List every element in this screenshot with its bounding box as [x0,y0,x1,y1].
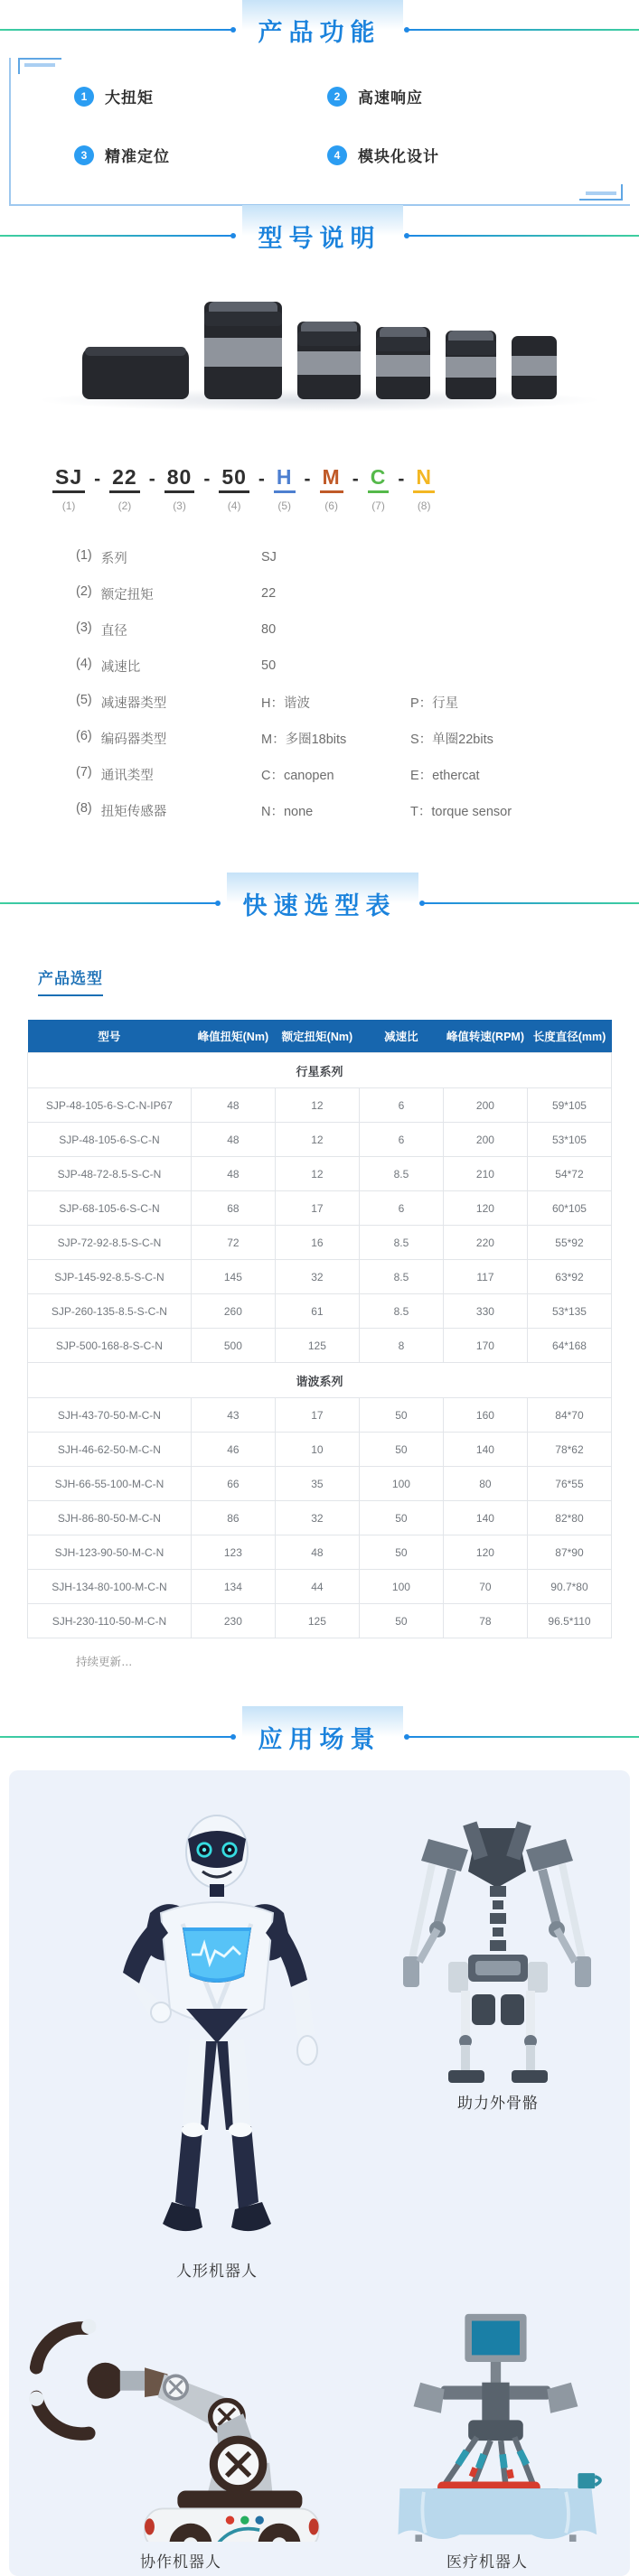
model-code-index: (8) [418,499,431,512]
table-cell: 61 [275,1294,359,1329]
table-cell: 53*105 [527,1123,611,1157]
feature-label: 精准定位 [105,144,170,166]
table-cell-model: SJH-123-90-50-M-C-N [28,1535,192,1570]
legend-value-1: N：none [261,801,410,820]
table-cell: 35 [275,1467,359,1501]
table-cell: 90.7*80 [527,1570,611,1604]
model-code-separator: - [140,466,164,490]
feature-label: 大扭矩 [105,85,154,107]
table-cell-model: SJH-134-80-100-M-C-N [28,1570,192,1604]
table-cell: 134 [191,1570,275,1604]
product-cylinder [297,322,361,399]
legend-label: 减速比 [101,657,141,676]
table-cell: 32 [275,1260,359,1294]
product-cylinder [82,347,189,399]
legend-label: 通讯类型 [101,765,154,784]
feature-number-badge: 4 [327,145,347,165]
table-cell-model: SJP-48-72-8.5-S-C-N [28,1157,192,1191]
table-header-cell: 减速比 [359,1020,443,1053]
table-row [28,1433,612,1467]
legend-index: (5) [76,693,92,712]
feature-item [327,144,580,166]
table-row [28,1088,612,1123]
table-cell: 145 [191,1260,275,1294]
legend-value-2: S：单圈22bits [410,729,573,748]
legend-label: 扭矩传感器 [101,801,167,820]
feature-label: 高速响应 [358,85,423,107]
legend-value-1: H：谐波 [261,693,410,712]
table-group-row [28,1053,612,1088]
model-code-part [219,466,249,512]
table-cell: 8.5 [359,1157,443,1191]
section-header-features [0,9,639,51]
table-cell: 50 [359,1501,443,1535]
model-code-part [52,466,85,512]
table-cell: 17 [275,1398,359,1433]
cylinder-band [204,338,282,367]
legend-key [76,801,261,820]
table-cell: 48 [191,1157,275,1191]
table-cell-model: SJP-68-105-6-S-C-N [28,1191,192,1226]
features-section-title: 产品功能 [258,13,381,48]
table-cell: 84*70 [527,1398,611,1433]
table-cell-model: SJP-48-105-6-S-C-N-IP67 [28,1088,192,1123]
legend-value-1: 22 [261,586,410,601]
model-code-index: (2) [118,499,132,512]
table-cell: 72 [191,1226,275,1260]
header-divider-right [405,1736,639,1738]
table-cell-model: SJP-145-92-8.5-S-C-N [28,1260,192,1294]
legend-row [76,720,639,756]
table-group-name: 行星系列 [28,1053,612,1088]
legend-index: (4) [76,657,92,676]
table-cell: 87*90 [527,1535,611,1570]
table-cell-model: SJP-48-105-6-S-C-N [28,1123,192,1157]
feature-number-badge: 1 [74,87,94,107]
feature-number-badge: 2 [327,87,347,107]
table-cell: 10 [275,1433,359,1467]
table-cell: 6 [359,1123,443,1157]
model-code-letter: M [320,466,343,493]
table-cell: 200 [443,1123,527,1157]
app-label-exoskeleton: 助力外骨骼 [396,2090,600,2113]
table-cell: 6 [359,1088,443,1123]
model-code-letter: SJ [52,466,85,493]
table-cell: 12 [275,1157,359,1191]
table-cell: 6 [359,1191,443,1226]
table-cell: 8.5 [359,1226,443,1260]
table-cell-model: SJP-500-168-8-S-C-N [28,1329,192,1363]
table-row [28,1329,612,1363]
cylinder-neck [204,312,282,326]
legend-row [76,611,639,648]
tab-product-selection[interactable]: 产品选型 [38,966,103,996]
corner-bracket-bottom-right [579,184,623,201]
product-lineup-image [0,271,639,414]
feature-item [327,85,580,107]
legend-row [76,539,639,575]
table-cell: 8 [359,1329,443,1363]
table-header-cell: 峰值转速(RPM) [443,1020,527,1053]
table-cell: 210 [443,1157,527,1191]
medical-robot-illustration [342,2310,633,2542]
table-cell-model: SJH-46-62-50-M-C-N [28,1433,192,1467]
legend-value-2: P：行星 [410,693,573,712]
legend-key [76,548,261,567]
table-cell-model: SJP-72-92-8.5-S-C-N [28,1226,192,1260]
model-code-letter: 22 [109,466,140,493]
table-cell-model: SJH-66-55-100-M-C-N [28,1467,192,1501]
table-row [28,1157,612,1191]
table-cell: 50 [359,1433,443,1467]
table-row [28,1398,612,1433]
cylinder-band [446,357,496,378]
legend-index: (3) [76,621,92,639]
cylinder-band [376,355,430,377]
table-row [28,1604,612,1638]
selection-table [27,1020,612,1638]
table-cell: 48 [275,1535,359,1570]
model-code-letter: 80 [164,466,195,493]
model-code-part [274,466,296,512]
legend-label: 编码器类型 [101,729,167,748]
model-code-part [320,466,343,512]
table-cell: 86 [191,1501,275,1535]
table-cell: 50 [359,1604,443,1638]
legend-key [76,621,261,639]
model-code-letter: N [413,466,435,493]
table-row [28,1501,612,1535]
table-cell: 53*135 [527,1294,611,1329]
section-header-selection [0,882,639,924]
table-row [28,1191,612,1226]
features-box [9,58,630,206]
cobot-svg [20,2305,342,2542]
model-code-letter: C [368,466,390,493]
legend-index: (2) [76,584,92,603]
table-cell: 200 [443,1088,527,1123]
legend-index: (6) [76,729,92,748]
cobot-illustration [20,2305,342,2542]
feature-label: 模块化设计 [358,144,439,166]
legend-row [76,792,639,828]
header-divider-left [0,29,235,31]
table-row [28,1535,612,1570]
table-cell: 59*105 [527,1088,611,1123]
table-cell: 170 [443,1329,527,1363]
table-cell: 117 [443,1260,527,1294]
table-cell: 120 [443,1191,527,1226]
model-code-separator: - [85,466,109,490]
table-cell: 76*55 [527,1467,611,1501]
table-cell: 60*105 [527,1191,611,1226]
table-cell: 125 [275,1329,359,1363]
legend-key [76,657,261,676]
table-group-name: 谐波系列 [28,1363,612,1398]
legend-key [76,765,261,784]
table-cell: 100 [359,1570,443,1604]
model-code-index: (3) [173,499,186,512]
section-header-model [0,215,639,257]
table-cell: 46 [191,1433,275,1467]
model-code-separator: - [249,466,274,490]
table-cell: 123 [191,1535,275,1570]
humanoid-robot-illustration [45,1805,389,2244]
table-header-cell: 长度直径(mm) [527,1020,611,1053]
table-cell: 50 [359,1535,443,1570]
table-cell-model: SJP-260-135-8.5-S-C-N [28,1294,192,1329]
table-row [28,1123,612,1157]
legend-index: (7) [76,765,92,784]
table-cell: 12 [275,1088,359,1123]
table-header-cell: 额定扭矩(Nm) [275,1020,359,1053]
cylinder-neck [297,331,361,346]
table-cell: 78*62 [527,1433,611,1467]
legend-value-1: 80 [261,622,410,637]
table-cell: 68 [191,1191,275,1226]
app-label-medical: 医疗机器人 [342,2549,633,2571]
table-row [28,1260,612,1294]
legend-row [76,648,639,684]
model-code-separator: - [389,466,413,490]
model-code [52,466,639,512]
table-row [28,1294,612,1329]
table-cell: 260 [191,1294,275,1329]
selection-section-title: 快速选型表 [243,886,397,921]
legend-key [76,693,261,712]
model-code-index: (1) [62,499,76,512]
table-cell: 55*92 [527,1226,611,1260]
table-cell: 125 [275,1604,359,1638]
header-divider-left [0,1736,235,1738]
app-label-cobot: 协作机器人 [20,2549,342,2571]
selection-table-head [28,1020,612,1053]
product-cylinder [376,327,430,399]
table-cell: 48 [191,1123,275,1157]
table-cell: 54*72 [527,1157,611,1191]
table-cell: 32 [275,1501,359,1535]
cylinder-band [512,356,557,376]
legend-key [76,729,261,748]
cylinder-neck [446,341,496,355]
legend-value-2: T：torque sensor [410,801,573,820]
feature-number-badge: 3 [74,145,94,165]
table-cell-model: SJH-86-80-50-M-C-N [28,1501,192,1535]
table-cell: 43 [191,1398,275,1433]
table-cell: 16 [275,1226,359,1260]
model-code-index: (4) [228,499,241,512]
table-cell: 8.5 [359,1294,443,1329]
table-cell: 66 [191,1467,275,1501]
model-code-separator: - [296,466,320,490]
app-label-humanoid: 人形机器人 [45,2258,389,2281]
table-header-cell: 型号 [28,1020,192,1053]
medical-robot-svg [342,2310,633,2542]
model-code-part [413,466,435,512]
table-cell: 48 [191,1088,275,1123]
table-cell: 140 [443,1501,527,1535]
legend-label: 减速器类型 [101,693,167,712]
legend-index: (1) [76,548,92,567]
header-divider-right [420,902,639,904]
table-cell: 44 [275,1570,359,1604]
cylinder-row [0,302,639,399]
humanoid-robot-svg [45,1805,389,2244]
model-code-separator: - [194,466,219,490]
table-header-row [28,1020,612,1053]
exoskeleton-svg [396,1817,600,2085]
product-cylinder [204,302,282,399]
legend-value-2: E：ethercat [410,765,573,784]
legend-key [76,584,261,603]
table-cell-model: SJH-230-110-50-M-C-N [28,1604,192,1638]
table-cell: 96.5*110 [527,1604,611,1638]
table-cell: 140 [443,1433,527,1467]
section-header-applications [0,1716,639,1758]
table-cell: 230 [191,1604,275,1638]
model-code-index: (5) [277,499,291,512]
header-divider-left [0,235,235,237]
legend-value-1: SJ [261,550,410,565]
table-footnote: 持续更新… [76,1653,639,1669]
features-grid [74,85,580,166]
legend-value-1: M：多圈18bits [261,729,410,748]
legend-label: 系列 [101,548,127,567]
model-code-part [368,466,390,512]
table-cell: 64*168 [527,1329,611,1363]
legend-value-1: 50 [261,658,410,673]
model-code-part [109,466,140,512]
corner-bracket-top-left [18,58,61,74]
table-cell: 220 [443,1226,527,1260]
table-group-row [28,1363,612,1398]
feature-item [74,144,327,166]
table-cell: 82*80 [527,1501,611,1535]
table-cell: 330 [443,1294,527,1329]
product-cylinder [446,331,496,399]
cylinder-band [297,351,361,375]
legend-label: 额定扭矩 [101,584,154,603]
table-row [28,1570,612,1604]
table-cell: 50 [359,1398,443,1433]
legend-row [76,756,639,792]
cylinder-neck [376,337,430,351]
legend-row [76,684,639,720]
table-cell: 120 [443,1535,527,1570]
applications-section-title: 应用场景 [258,1720,381,1755]
table-cell: 8.5 [359,1260,443,1294]
model-section-title: 型号说明 [258,219,381,254]
model-code-index: (6) [324,499,338,512]
feature-item [74,85,327,107]
legend-label: 直径 [101,621,127,639]
legend-index: (8) [76,801,92,820]
table-cell: 78 [443,1604,527,1638]
header-divider-right [405,235,639,237]
selection-table-body [28,1053,612,1638]
table-cell: 70 [443,1570,527,1604]
table-row [28,1226,612,1260]
table-header-cell: 峰值扭矩(Nm) [191,1020,275,1053]
model-legend [76,539,639,828]
model-code-letter: H [274,466,296,493]
table-cell: 160 [443,1398,527,1433]
table-cell-model: SJH-43-70-50-M-C-N [28,1398,192,1433]
header-divider-left [0,902,220,904]
model-code-separator: - [343,466,368,490]
legend-value-1: C：canopen [261,765,410,784]
model-code-part [164,466,195,512]
table-cell: 100 [359,1467,443,1501]
table-cell: 80 [443,1467,527,1501]
table-cell: 500 [191,1329,275,1363]
header-divider-right [405,29,639,31]
model-code-index: (7) [371,499,385,512]
table-row [28,1467,612,1501]
applications-panel [9,1770,630,2576]
model-code-letter: 50 [219,466,249,493]
table-cell: 17 [275,1191,359,1226]
table-cell: 63*92 [527,1260,611,1294]
exoskeleton-illustration [396,1817,600,2085]
product-cylinder [512,336,557,399]
legend-row [76,575,639,611]
table-cell: 12 [275,1123,359,1157]
